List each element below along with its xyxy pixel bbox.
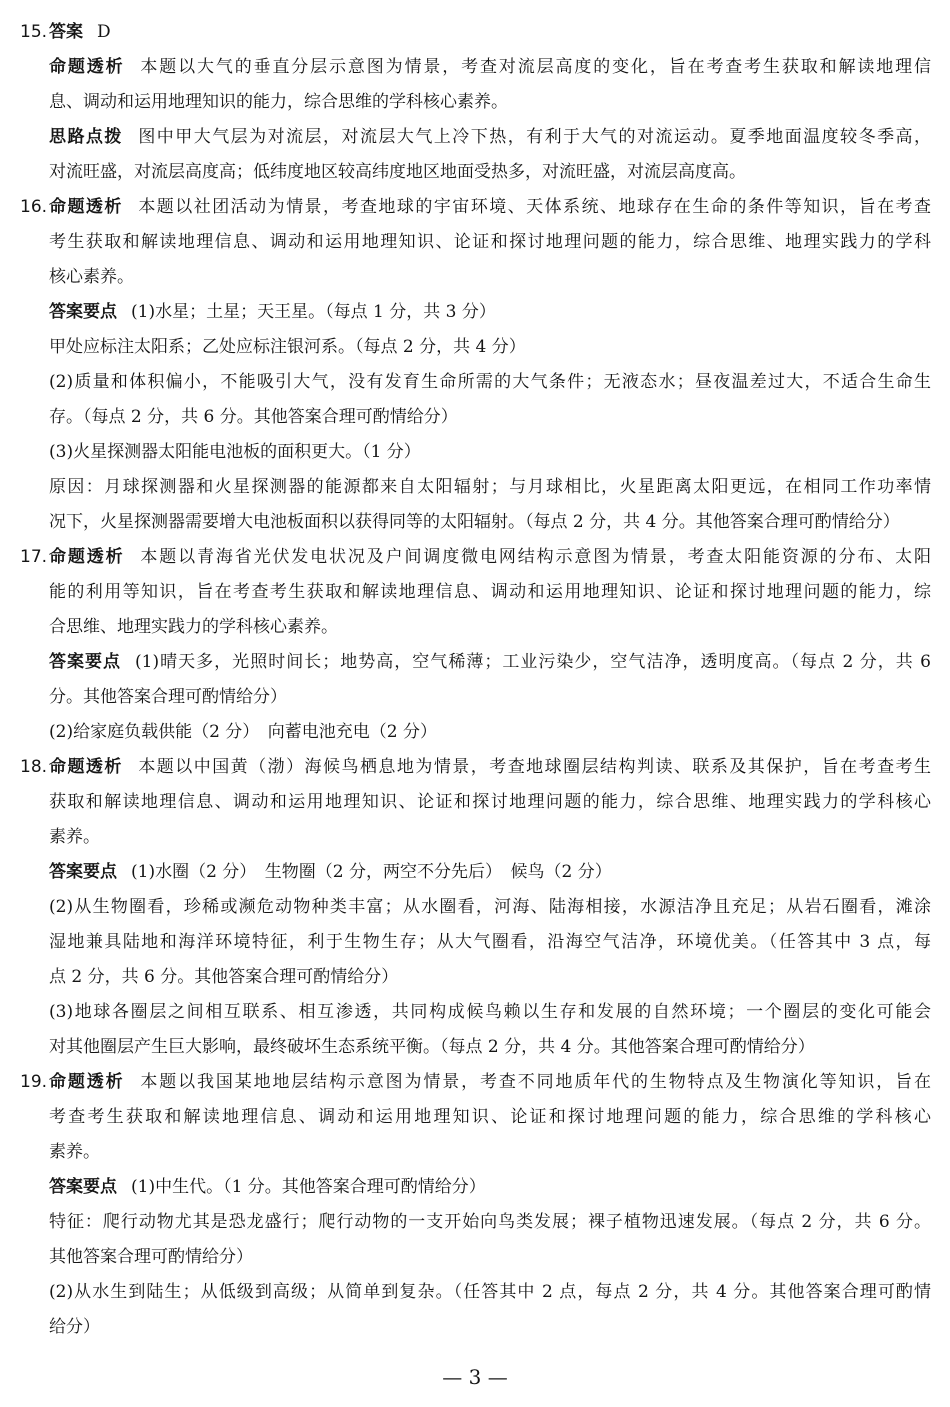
q16-analysis-line: 考生获取和解读地理信息、调动和运用地理知识、论证和探讨地理问题的能力，综合思维、地理实践力的学科 bbox=[49, 232, 931, 252]
q16-key-line: (3)火星探测器太阳能电池板的面积更大。（1 分） bbox=[49, 442, 421, 462]
q16-key-text: (1)水星；土星；天王星。（每点 1 分，共 3 分） bbox=[131, 302, 496, 322]
q19-key-line: 给分） bbox=[49, 1317, 100, 1337]
question-number-18: 18. bbox=[20, 757, 48, 777]
q17-analysis-text: 本题以青海省光伏发电状况及户间调度微电网结构示意图为情景，考查太阳能资源的分布、太阳 bbox=[138, 547, 931, 567]
answer-label: 答案 bbox=[49, 22, 83, 42]
key-points-label: 答案要点 bbox=[49, 862, 117, 882]
q17-analysis-line bbox=[49, 540, 931, 574]
q15-analysis-text: 本题以大气的垂直分层示意图为情景，考查对流层高度的变化，旨在考查考生获取和解读地理信 bbox=[138, 57, 931, 77]
q16-key-line: 况下，火星探测器需要增大电池板面积以获得同等的太阳辐射。（每点 2 分，共 4 分。其他答案合理可酌情给分） bbox=[49, 512, 900, 532]
analysis-label: 命题透析 bbox=[49, 197, 123, 217]
q15-hint-text: 图中甲大气层为对流层，对流层大气上冷下热，有利于大气的对流运动。夏季地面温度较冬季高， bbox=[136, 127, 931, 147]
q15-answer-value: D bbox=[97, 22, 111, 42]
question-number-17: 17. bbox=[20, 547, 48, 567]
key-points-label: 答案要点 bbox=[49, 302, 117, 322]
key-points-label: 答案要点 bbox=[49, 652, 122, 672]
q16-key-line: (2)质量和体积偏小，不能吸引大气，没有发育生命所需的大气条件；无液态水；昼夜温差过大，不适合生命生 bbox=[49, 372, 931, 392]
q15-answer-line bbox=[49, 15, 931, 49]
q19-key-line: (2)从水生到陆生；从低级到高级；从简单到复杂。（任答其中 2 点，每点 2 分，共 4 分。其他答案合理可酌情 bbox=[49, 1282, 931, 1302]
q18-key-line: 湿地兼具陆地和海洋环境特征，利于生物生存；从大气圈看，沿海空气洁净，环境优美。（任答其中 3 点，每 bbox=[49, 932, 931, 952]
q17-analysis-line: 能的利用等知识，旨在考查考生获取和解读地理信息、调动和运用地理知识、论证和探讨地理问题的能力，综 bbox=[49, 582, 931, 602]
q19-analysis-text: 本题以我国某地地层结构示意图为情景，考查不同地质年代的生物特点及生物演化等知识，旨在 bbox=[138, 1072, 931, 1092]
analysis-label: 命题透析 bbox=[49, 757, 123, 777]
q18-analysis-line bbox=[49, 750, 931, 784]
q18-key-line bbox=[49, 855, 931, 889]
q15-analysis-line bbox=[49, 50, 931, 84]
q15-analysis-line: 息、调动和运用地理知识的能力，综合思维的学科核心素养。 bbox=[49, 92, 508, 112]
q19-analysis-line: 考查考生获取和解读地理信息、调动和运用地理知识、论证和探讨地理问题的能力，综合思维的学科核心 bbox=[49, 1107, 931, 1127]
q18-analysis-text: 本题以中国黄（渤）海候鸟栖息地为情景，考查地球圈层结构判读、联系及其保护，旨在考查考生 bbox=[136, 757, 931, 777]
q16-key-line: 存。（每点 2 分，共 6 分。其他答案合理可酌情给分） bbox=[49, 407, 458, 427]
q18-analysis-line: 获取和解读地理信息、调动和运用地理知识、论证和探讨地理问题的能力，综合思维、地理实践力的学科核心 bbox=[49, 792, 931, 812]
q16-analysis-line bbox=[49, 190, 931, 224]
question-number-15: 15. bbox=[20, 22, 48, 42]
q18-analysis-line: 素养。 bbox=[49, 827, 100, 847]
q16-analysis-line: 核心素养。 bbox=[49, 267, 134, 287]
q19-analysis-line bbox=[49, 1065, 931, 1099]
analysis-label: 命题透析 bbox=[49, 547, 125, 567]
question-number-16: 16. bbox=[20, 197, 48, 217]
q15-hint-line bbox=[49, 120, 931, 154]
q15-hint-line: 对流旺盛，对流层高度高；低纬度地区较高纬度地区地面受热多，对流旺盛，对流层高度高。 bbox=[49, 162, 746, 182]
q17-key-line bbox=[49, 645, 931, 679]
analysis-label: 命题透析 bbox=[49, 57, 125, 77]
key-points-label: 答案要点 bbox=[49, 1177, 117, 1197]
q18-key-line: (3)地球各圈层之间相互联系、相互渗透，共同构成候鸟赖以生存和发展的自然环境；一个圈层的变化可能会 bbox=[49, 1002, 931, 1022]
q17-key-line: (2)给家庭负载供能（2 分） 向蓄电池充电（2 分） bbox=[49, 722, 438, 742]
q17-analysis-line: 合思维、地理实践力的学科核心素养。 bbox=[49, 617, 338, 637]
q19-key-line: 特征：爬行动物尤其是恐龙盛行；爬行动物的一支开始向鸟类发展；裸子植物迅速发展。（每点 2 分，共 6 分。 bbox=[49, 1212, 931, 1232]
q18-key-line: 点 2 分，共 6 分。其他答案合理可酌情给分） bbox=[49, 967, 399, 987]
q16-key-line bbox=[49, 295, 931, 329]
q19-key-line: 其他答案合理可酌情给分） bbox=[49, 1247, 253, 1267]
q19-key-text: (1)中生代。（1 分。其他答案合理可酌情给分） bbox=[131, 1177, 486, 1197]
q16-analysis-text: 本题以社团活动为情景，考查地球的宇宙环境、天体系统、地球存在生命的条件等知识，旨在考查 bbox=[136, 197, 931, 217]
q16-key-line: 原因：月球探测器和火星探测器的能源都来自太阳辐射；与月球相比，火星距离太阳更远，在相同工作功率情 bbox=[49, 477, 931, 497]
q17-key-text: (1)晴天多，光照时间长；地势高，空气稀薄；工业污染少，空气洁净，透明度高。（每点 2 分，共 6 bbox=[135, 652, 931, 672]
q17-key-line: 分。其他答案合理可酌情给分） bbox=[49, 687, 287, 707]
q18-key-text: (1)水圈（2 分） 生物圈（2 分，两空不分先后） 候鸟（2 分） bbox=[131, 862, 612, 882]
analysis-label: 命题透析 bbox=[49, 1072, 125, 1092]
page-number: — 3 — bbox=[442, 1365, 508, 1389]
q19-analysis-line: 素养。 bbox=[49, 1142, 100, 1162]
question-number-19: 19. bbox=[20, 1072, 48, 1092]
hint-label: 思路点拨 bbox=[49, 127, 123, 147]
q16-key-line: 甲处应标注太阳系；乙处应标注银河系。（每点 2 分，共 4 分） bbox=[49, 337, 526, 357]
q18-key-line: (2)从生物圈看，珍稀或濒危动物种类丰富；从水圈看，河海、陆海相接，水源洁净且充足；从岩石圈看，滩涂 bbox=[49, 897, 931, 917]
q19-key-line bbox=[49, 1170, 931, 1204]
q18-key-line: 对其他圈层产生巨大影响，最终破坏生态系统平衡。（每点 2 分，共 4 分。其他答案合理可酌情给分） bbox=[49, 1037, 815, 1057]
